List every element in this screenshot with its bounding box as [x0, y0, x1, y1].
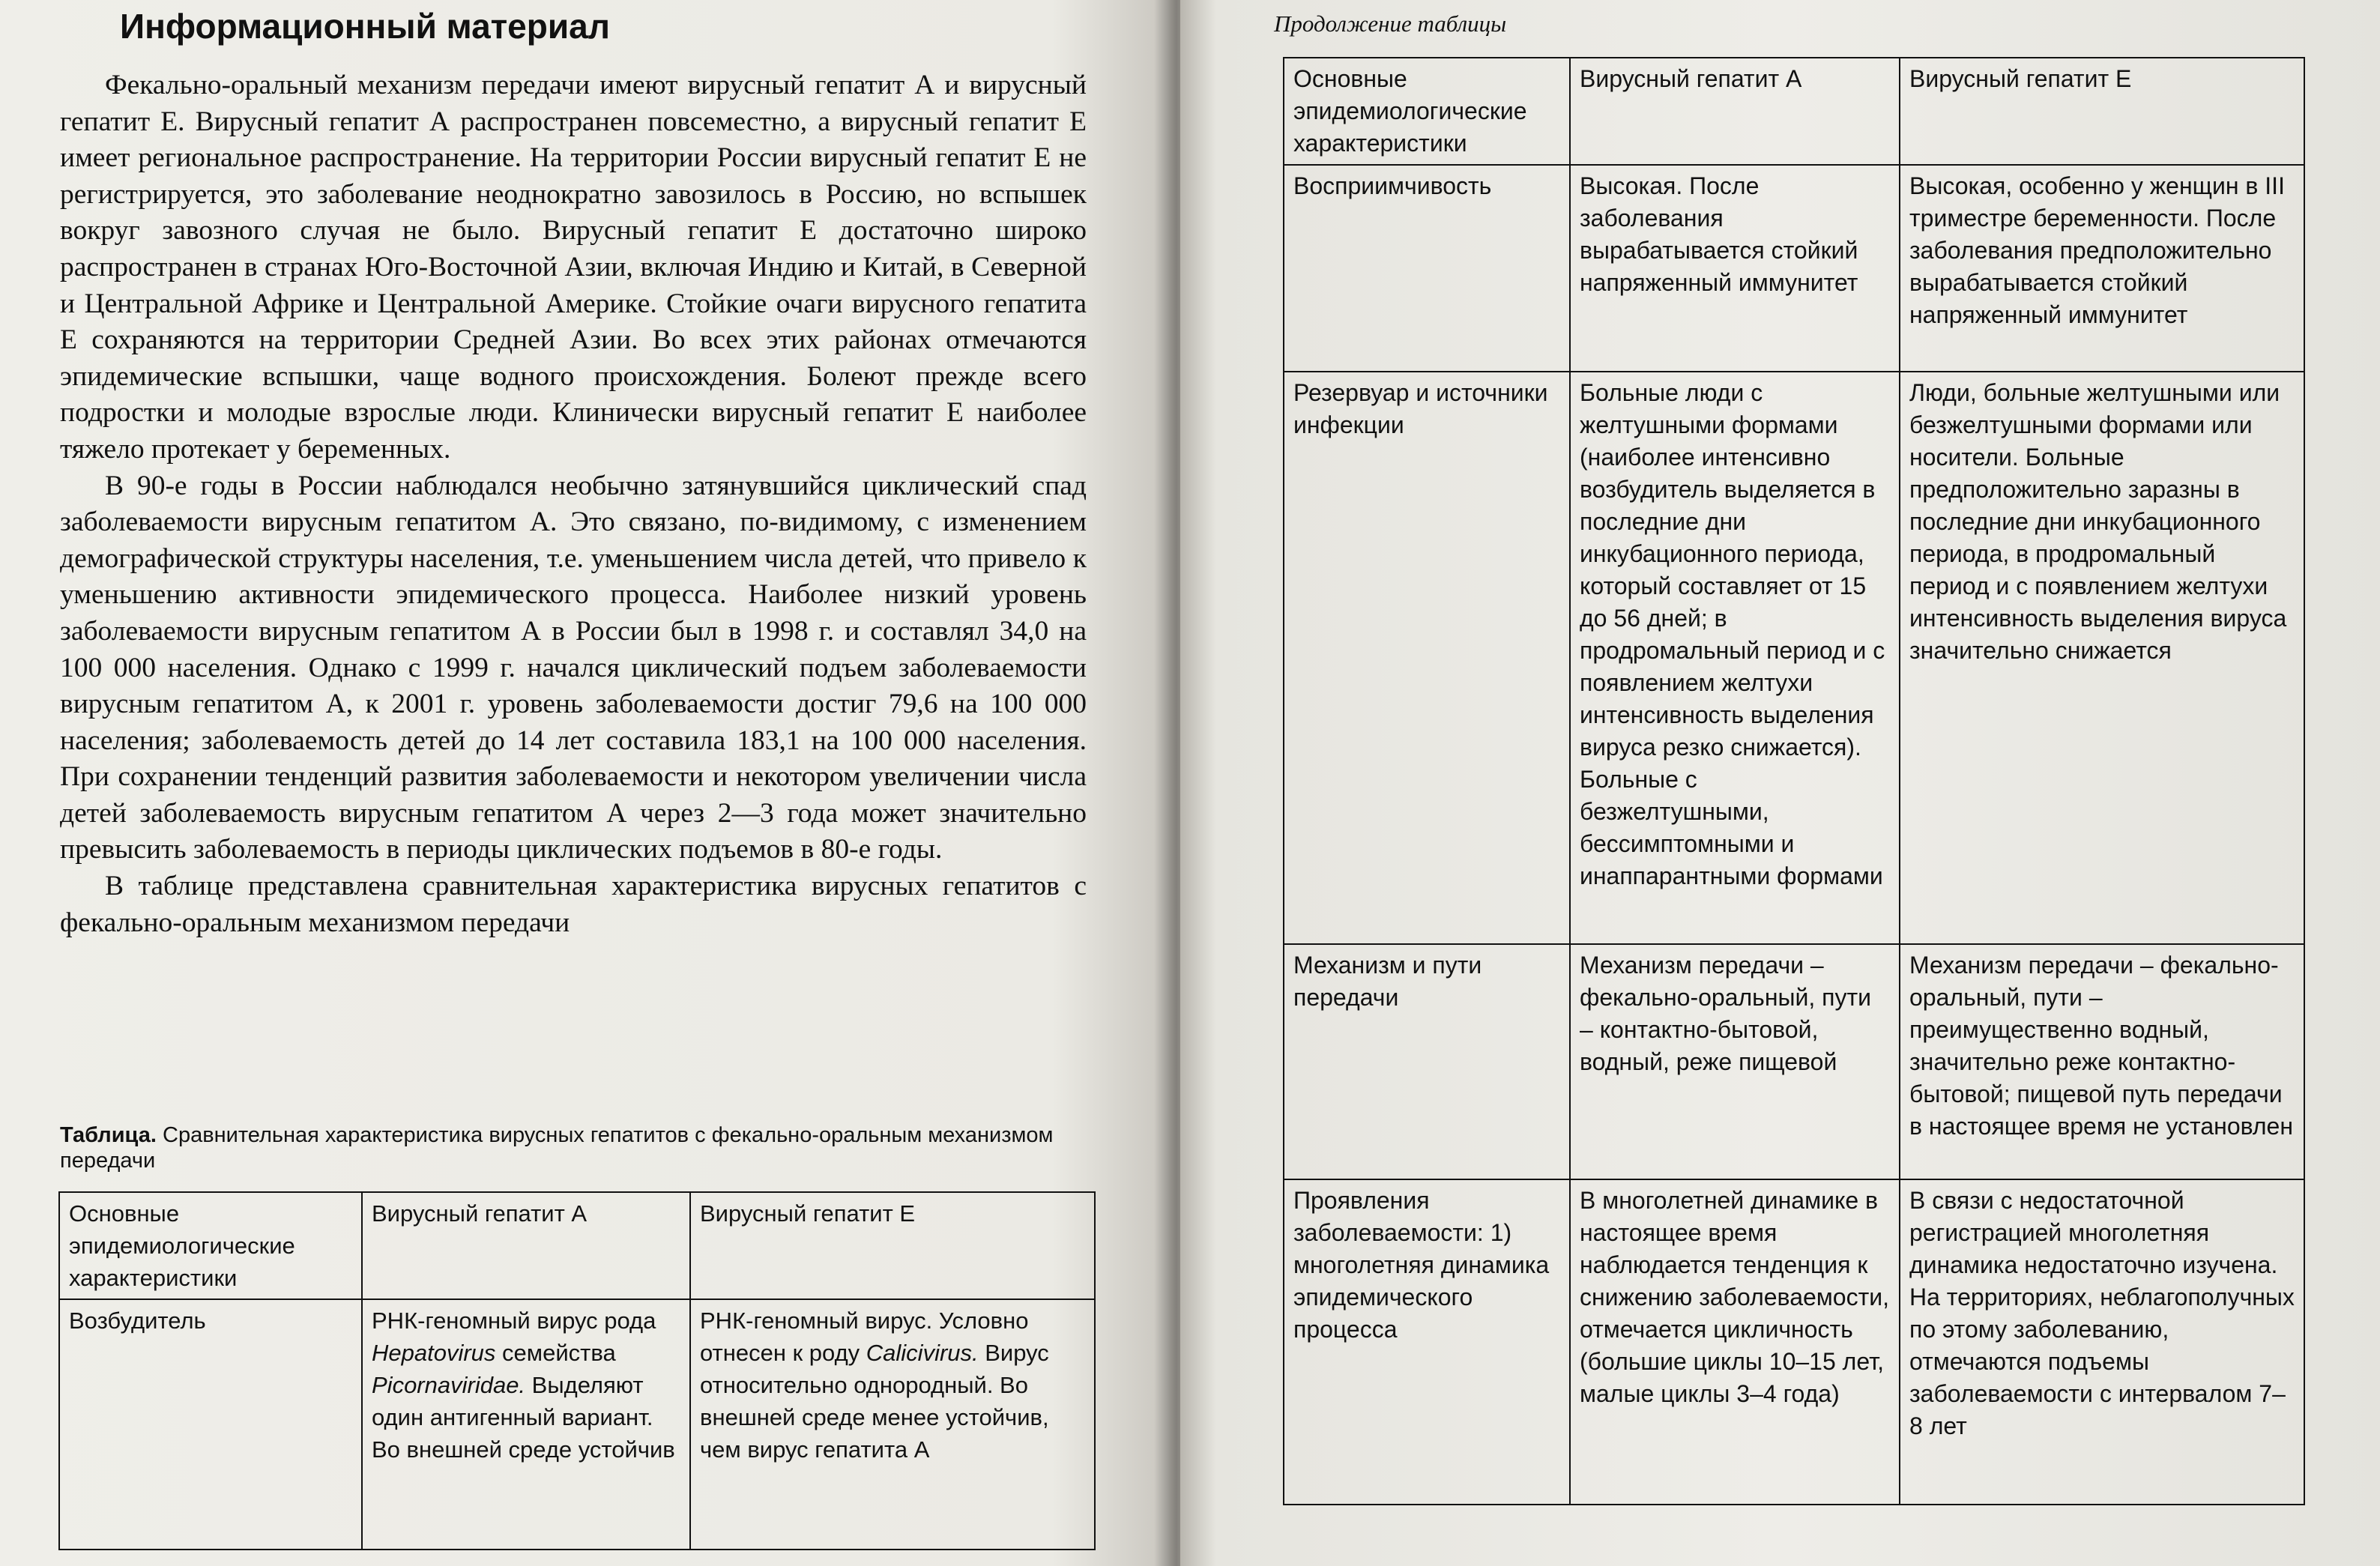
cell-hepatitis-a: Больные люди с желтушными формами (наиболее интенсивно возбудитель выделяется в последние дни инкубационного периода, который составляет от 15 до 56 дней; в продромальный период и с появлением желтухи интенсивность выделения вируса резко снижается). Больные с безжелтушными, бессимптомными и инаппарантными формами: [1570, 372, 1900, 944]
header-hepatitis-a: Вирусный гепатит А: [1570, 58, 1900, 165]
section-title: Информационный материал: [120, 7, 610, 46]
table-row: [1284, 1179, 2304, 1505]
cell-hepatitis-e: Механизм передачи – фекально-оральный, пути – преимущественно водный, значительно реже контактно-бытовой; пищевой путь передачи в настоящее время не установлен: [1900, 944, 2304, 1179]
body-text: [60, 67, 1087, 941]
table-continuation-label: Продолжение таблицы: [1274, 10, 1507, 37]
row-label-incidence: Проявления заболеваемости: 1) многолетняя динамика эпидемического процесса: [1284, 1179, 1570, 1505]
header-hepatitis-e: Вирусный гепатит Е: [690, 1192, 1095, 1299]
cell-hepatitis-a-pathogen: РНК-геномный вирус рода Hepatovirus семейства Picornaviridae. Выделяют один антигенный вариант. Во внешней среде устойчив: [362, 1299, 690, 1550]
cell-hepatitis-e: Высокая, особенно у женщин в III триместре беременности. После заболевания предположительно вырабатывается стойкий напряженный иммунитет: [1900, 165, 2304, 372]
header-hepatitis-a: Вирусный гепатит А: [362, 1192, 690, 1299]
cell-hepatitis-e-pathogen: РНК-геномный вирус. Условно отнесен к роду Calicivirus. Вирус относительно однородный. Во внешней среде менее устойчив, чем вирус гепатита А: [690, 1299, 1095, 1550]
table-header-row: [59, 1192, 1095, 1299]
cell-hepatitis-e: В связи с недостаточной регистрацией многолетняя динамика недостаточно изучена. На территориях, неблагополучных по этому заболеванию, отмечаются подъемы заболеваемости с интервалом 7–8 лет: [1900, 1179, 2304, 1505]
row-label-reservoir: Резервуар и источники инфекции: [1284, 372, 1570, 944]
cell-hepatitis-a: В многолетней динамике в настоящее время наблюдается тенденция к снижению заболеваемости, отмечается цикличность (большие циклы 10–15 лет, малые циклы 3–4 года): [1570, 1179, 1900, 1505]
table-caption: [60, 1122, 1094, 1173]
header-hepatitis-e: Вирусный гепатит Е: [1900, 58, 2304, 165]
paragraph-1: Фекально-оральный механизм передачи имеют вирусный гепатит А и вирусный гепатит Е. Вирусный гепатит А распространен повсеместно, а вирусный гепатит Е имеет региональное распространение. На территории России вирусный гепатит Е не регистрируется, это заболевание неоднократно завозилось в Россию, но вспышек вокруг завозного случая не было. Вирусный гепатит Е достаточно широко распространен в странах Юго-Восточной Азии, включая Индию и Китай, в Северной и Центральной Африке и Центральной Америке. Стойкие очаги вирусного гепатита Е сохраняются на территории Средней Азии. Во всех этих районах отмечаются эпидемические вспышки, чаще водного происхождения. Болеют прежде всего подростки и молодые взрослые люди. Клинически вирусный гепатит Е наиболее тяжело протекает у беременных.: [60, 70, 1087, 465]
table-row: [59, 1299, 1095, 1550]
left-page: [0, 0, 1169, 1566]
table-caption-text: Сравнительная характеристика вирусных гепатитов с фекально-оральным механизмом передачи: [60, 1123, 1054, 1173]
header-characteristics: Основные эпидемиологические характеристики: [1284, 58, 1570, 165]
table-row: [1284, 165, 2304, 372]
header-characteristics: Основные эпидемиологические характеристики: [59, 1192, 362, 1299]
row-label-pathogen: Возбудитель: [59, 1299, 362, 1550]
table-row: [1284, 944, 2304, 1179]
paragraph-3: В таблице представлена сравнительная характеристика вирусных гепатитов с фекально-оральным механизмом передачи: [60, 871, 1087, 938]
cell-hepatitis-a: Высокая. После заболевания вырабатывается стойкий напряженный иммунитет: [1570, 165, 1900, 372]
comparison-table-part-1: [58, 1191, 1096, 1550]
paragraph-2: В 90-е годы в России наблюдался необычно затянувшийся циклический спад заболеваемости вирусным гепатитом А. Это связано, по-видимому, с изменением демографической структуры населения, т.е. уменьшением числа детей, что привело к уменьшению активности эпидемического процесса. Наиболее низкий уровень заболеваемости вирусным гепатитом А в России был в 1998 г. и составлял 34,0 на 100 000 населения. Однако с 1999 г. начался циклический подъем заболеваемости вирусным гепатитом А, к 2001 г. уровень заболеваемости достиг 79,6 на 100 000 населения; заболеваемость детей до 14 лет составила 183,1 на 100 000 населения. При сохранении тенденций развития заболеваемости и некотором увеличении числа детей заболеваемость вирусным гепатитом А через 2—3 года может значительно превысить заболеваемость в периоды циклических подъемов в 80-е годы.: [60, 470, 1087, 865]
cell-hepatitis-e: Люди, больные желтушными или безжелтушными формами или носители. Больные предположительно заразны в последние дни инкубационного периода, в продромальный период и с появлением желтухи интенсивность выделения вируса значительно снижается: [1900, 372, 2304, 944]
row-label-transmission: Механизм и пути передачи: [1284, 944, 1570, 1179]
table-caption-label: Таблица.: [60, 1123, 157, 1147]
comparison-table-part-2: [1283, 57, 2305, 1505]
cell-hepatitis-a: Механизм передачи – фекально-оральный, пути – контактно-бытовой, водный, реже пищевой: [1570, 944, 1900, 1179]
table-header-row: [1284, 58, 2304, 165]
table-row: [1284, 372, 2304, 944]
row-label-susceptibility: Восприимчивость: [1284, 165, 1570, 372]
